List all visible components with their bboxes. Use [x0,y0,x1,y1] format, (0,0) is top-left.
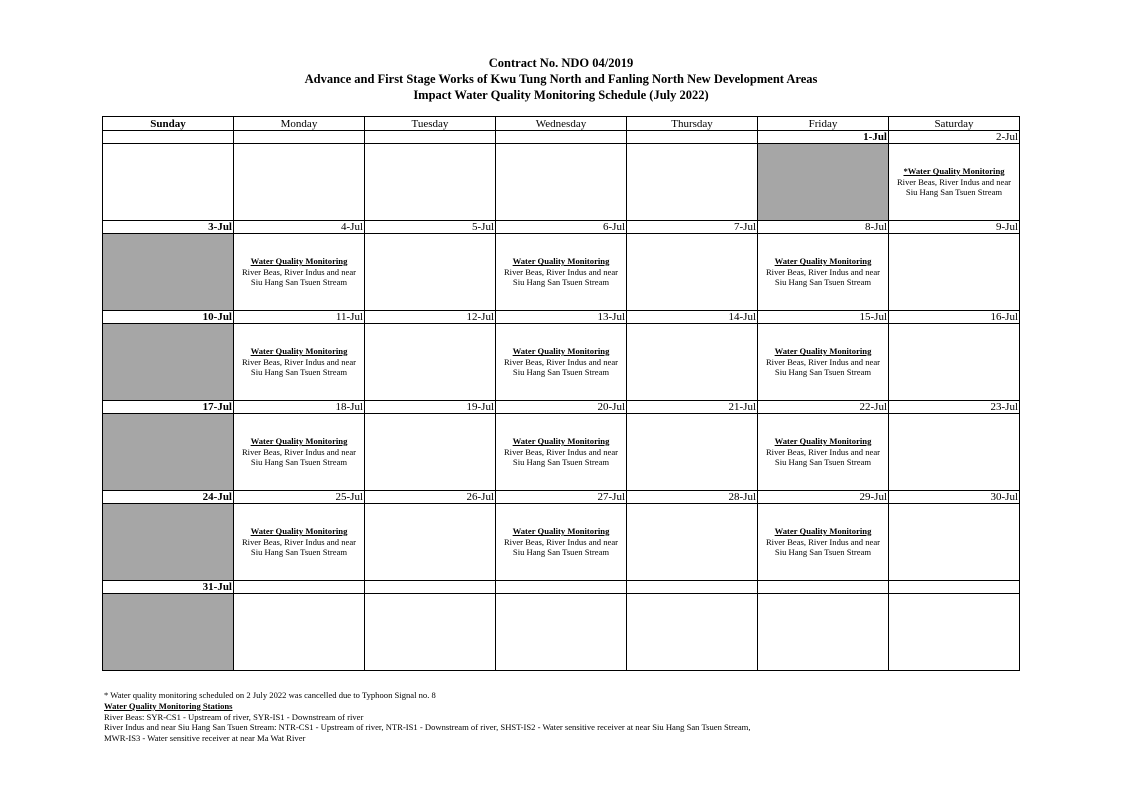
date-cell [627,131,758,144]
event-heading: Water Quality Monitoring [774,346,872,356]
date-cell: 31-Jul [103,581,234,594]
event-heading: Water Quality Monitoring [512,346,610,356]
day-cell [103,144,234,221]
event-location: River Beas, River Indus and near [241,446,357,457]
event-heading: *Water Quality Monitoring [903,166,1005,176]
monitoring-event [758,414,888,468]
day-cell [496,414,627,491]
content-row [103,144,1020,221]
monitoring-event [234,504,364,558]
station-note-mwr: MWR-IS3 - Water sensitive receiver at near Ma Wat River [104,733,306,744]
day-cell [234,504,365,581]
day-cell [365,144,496,221]
event-heading: Water Quality Monitoring [512,256,610,266]
event-location: Siu Hang San Tsuen Stream [774,547,872,557]
day-cell [365,324,496,401]
day-cell [627,144,758,221]
date-row [103,491,1020,504]
date-cell [234,131,365,144]
date-cell: 13-Jul [496,311,627,324]
day-cell [496,594,627,671]
date-row [103,131,1020,144]
day-cell [889,504,1020,581]
day-cell [627,504,758,581]
footnotes [104,690,751,744]
monitoring-event-cancelled [889,144,1019,198]
date-cell: 20-Jul [496,401,627,414]
day-cell [889,414,1020,491]
date-row [103,401,1020,414]
event-location: River Beas, River Indus and near [765,446,881,457]
event-location: Siu Hang San Tsuen Stream [512,277,610,287]
day-cell [234,144,365,221]
weekday-thursday: Thursday [627,117,758,131]
date-cell: 2-Jul [889,131,1020,144]
date-cell: 3-Jul [103,221,234,234]
date-cell: 23-Jul [889,401,1020,414]
event-location: Siu Hang San Tsuen Stream [250,547,348,557]
date-cell: 8-Jul [758,221,889,234]
date-cell: 18-Jul [234,401,365,414]
day-cell [365,504,496,581]
day-cell [758,504,889,581]
event-heading: Water Quality Monitoring [250,436,348,446]
event-location: Siu Hang San Tsuen Stream [512,457,610,467]
cancellation-note: * Water quality monitoring scheduled on 2 July 2022 was cancelled due to Typhoon Signal no. 8 [104,690,436,700]
day-cell [496,234,627,311]
sunday-cell [103,234,234,311]
date-cell: 16-Jul [889,311,1020,324]
event-location: River Beas, River Indus and near [503,356,619,367]
date-cell: 15-Jul [758,311,889,324]
event-location: Siu Hang San Tsuen Stream [512,547,610,557]
event-location: River Beas, River Indus and near [765,536,881,547]
event-location: River Beas, River Indus and near [241,266,357,277]
event-location: Siu Hang San Tsuen Stream [774,277,872,287]
event-location: Siu Hang San Tsuen Stream [774,367,872,377]
day-cell [889,234,1020,311]
day-cell [365,234,496,311]
holiday-cell [758,144,889,221]
date-cell: 22-Jul [758,401,889,414]
event-heading: Water Quality Monitoring [774,256,872,266]
day-cell [758,234,889,311]
content-row [103,234,1020,311]
date-cell: 14-Jul [627,311,758,324]
event-heading: Water Quality Monitoring [774,436,872,446]
weekday-saturday: Saturday [889,117,1020,131]
sunday-cell [103,594,234,671]
day-cell [627,414,758,491]
event-location: River Beas, River Indus and near [241,536,357,547]
date-cell: 21-Jul [627,401,758,414]
monitoring-event [758,324,888,378]
day-cell [889,594,1020,671]
date-cell: 12-Jul [365,311,496,324]
sunday-cell [103,504,234,581]
date-cell: 19-Jul [365,401,496,414]
weekday-sunday: Sunday [103,117,234,131]
monitoring-event [234,324,364,378]
day-cell [758,594,889,671]
weekday-monday: Monday [234,117,365,131]
sunday-cell [103,414,234,491]
station-note-indus: River Indus and near Siu Hang San Tsuen Stream: NTR-CS1 - Upstream of river, NTR-IS1 - Downstream of river, SHST-IS2 - Water sensitive receiver at near Siu Hang San Tsuen Stream, [104,722,751,733]
event-location: River Beas, River Indus and near [765,356,881,367]
date-cell: 26-Jul [365,491,496,504]
day-cell [889,324,1020,401]
date-cell: 6-Jul [496,221,627,234]
monitoring-event [496,504,626,558]
event-location: Siu Hang San Tsuen Stream [774,457,872,467]
monitoring-event [234,414,364,468]
date-cell [234,581,365,594]
event-location: Siu Hang San Tsuen Stream [905,187,1003,197]
date-cell [365,581,496,594]
date-cell: 5-Jul [365,221,496,234]
monitoring-event [234,234,364,288]
event-location: Siu Hang San Tsuen Stream [250,457,348,467]
day-cell [758,324,889,401]
date-cell: 7-Jul [627,221,758,234]
event-heading: Water Quality Monitoring [512,526,610,536]
date-cell: 28-Jul [627,491,758,504]
date-cell [103,131,234,144]
event-location: River Beas, River Indus and near [503,536,619,547]
content-row [103,414,1020,491]
date-cell: 1-Jul [758,131,889,144]
date-cell: 11-Jul [234,311,365,324]
date-cell [496,131,627,144]
day-cell [627,234,758,311]
date-cell [365,131,496,144]
date-row [103,221,1020,234]
date-cell: 9-Jul [889,221,1020,234]
day-cell [496,504,627,581]
day-cell [365,414,496,491]
date-row [103,311,1020,324]
event-heading: Water Quality Monitoring [250,256,348,266]
event-location: River Beas, River Indus and near [765,266,881,277]
event-location: River Beas, River Indus and near [503,266,619,277]
monitoring-event [758,504,888,558]
project-title: Advance and First Stage Works of Kwu Tung North and Fanling North New Development Areas [304,72,818,86]
monitoring-event [496,234,626,288]
sunday-cell [103,324,234,401]
day-cell [234,234,365,311]
date-cell: 27-Jul [496,491,627,504]
day-cell [234,324,365,401]
weekday-friday: Friday [758,117,889,131]
date-cell: 24-Jul [103,491,234,504]
event-location: River Beas, River Indus and near [503,446,619,457]
day-cell [234,594,365,671]
date-cell: 25-Jul [234,491,365,504]
schedule-title: Impact Water Quality Monitoring Schedule (July 2022) [413,88,709,102]
stations-heading: Water Quality Monitoring Stations [104,700,233,711]
date-row [103,581,1020,594]
day-cell [496,324,627,401]
event-location: Siu Hang San Tsuen Stream [512,367,610,377]
day-cell [627,594,758,671]
event-location: Siu Hang San Tsuen Stream [250,367,348,377]
monitoring-event [758,234,888,288]
event-heading: Water Quality Monitoring [250,346,348,356]
calendar-table [102,116,1020,671]
weekday-header-row [103,117,1020,131]
day-cell [627,324,758,401]
content-row [103,324,1020,401]
event-heading: Water Quality Monitoring [774,526,872,536]
date-cell [758,581,889,594]
content-row [103,504,1020,581]
event-location: River Beas, River Indus and near [241,356,357,367]
date-cell: 10-Jul [103,311,234,324]
date-cell: 4-Jul [234,221,365,234]
date-cell [496,581,627,594]
content-row [103,594,1020,671]
date-cell: 29-Jul [758,491,889,504]
event-location: River Beas, River Indus and near [896,176,1012,187]
weekday-wednesday: Wednesday [496,117,627,131]
day-cell [496,144,627,221]
event-location: Siu Hang San Tsuen Stream [250,277,348,287]
date-cell: 17-Jul [103,401,234,414]
day-cell [365,594,496,671]
date-cell [889,581,1020,594]
date-cell: 30-Jul [889,491,1020,504]
monitoring-event [496,324,626,378]
day-cell [758,414,889,491]
day-cell [889,144,1020,221]
event-heading: Water Quality Monitoring [512,436,610,446]
weekday-tuesday: Tuesday [365,117,496,131]
date-cell [627,581,758,594]
contract-title: Contract No. NDO 04/2019 [488,56,634,70]
event-heading: Water Quality Monitoring [250,526,348,536]
monitoring-event [496,414,626,468]
station-note-beas: River Beas: SYR-CS1 - Upstream of river, SYR-IS1 - Downstream of river [104,711,364,722]
day-cell [234,414,365,491]
